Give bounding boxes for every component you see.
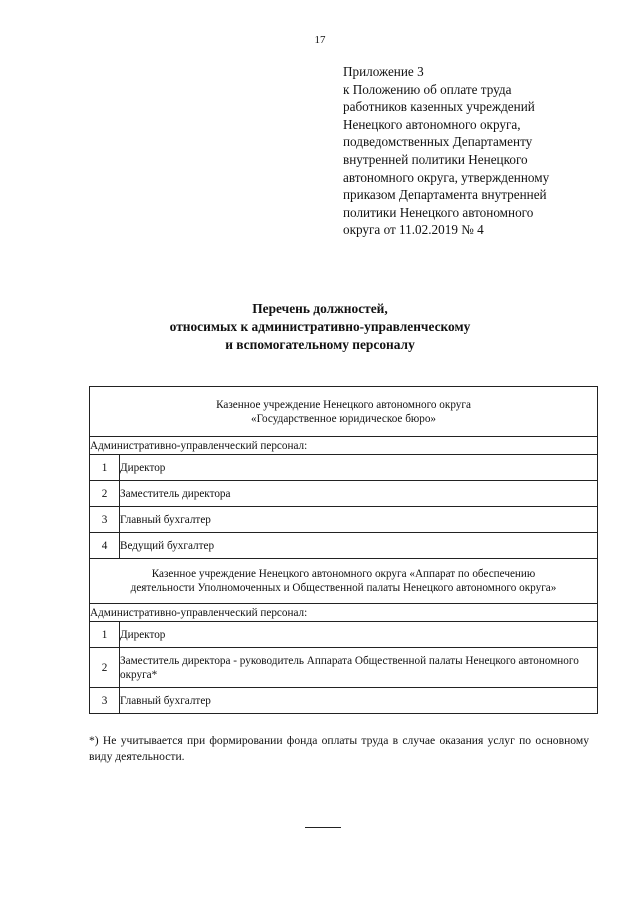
category-label: Административно-управленческий персонал: [90, 604, 598, 622]
positions-table [89, 386, 598, 714]
appendix-line: Ненецкого автономного округа, [343, 116, 521, 132]
appendix-header [343, 63, 613, 239]
institution-name-line: Казенное учреждение Ненецкого автономного округа «Аппарат по обеспечению [151, 568, 536, 580]
title-line: Перечень должностей, [252, 301, 388, 316]
appendix-line: приказом Департамента внутренней [343, 187, 547, 203]
institution-name-line: «Государственное юридическое бюро» [250, 412, 437, 425]
position-number: 1 [90, 622, 120, 648]
table-row [90, 648, 598, 688]
position-title: Директор [120, 455, 598, 481]
title-line: относимых к административно-управленческому [169, 319, 471, 334]
category-label: Административно-управленческий персонал: [90, 437, 598, 455]
appendix-line: автономного округа, утвержденному [343, 169, 550, 185]
institution-name-line: деятельности Уполномоченных и Общественной палаты Ненецкого автономного округа» [130, 582, 557, 594]
position-title: Директор [120, 622, 598, 648]
appendix-line: работников казенных учреждений [343, 99, 535, 115]
footnote: *) Не учитывается при формировании фонда оплаты труда в случае оказания услуг по основному виду деятельности. [89, 734, 589, 763]
position-title: Ведущий бухгалтер [120, 533, 598, 559]
appendix-line: округа от 11.02.2019 № 4 [343, 222, 484, 238]
position-title: Главный бухгалтер [120, 507, 598, 533]
position-title: Заместитель директора [120, 481, 598, 507]
end-rule [305, 827, 341, 828]
table-row [90, 533, 598, 559]
table-row [90, 507, 598, 533]
institution-row [90, 387, 598, 437]
institution-row [90, 559, 598, 604]
category-row [90, 604, 598, 622]
position-number: 2 [90, 481, 120, 507]
position-number: 4 [90, 533, 120, 559]
page-number: 17 [314, 34, 326, 46]
category-row [90, 437, 598, 455]
title-line: и вспомогательному персоналу [225, 337, 415, 352]
appendix-line: Приложение 3 [343, 64, 424, 79]
appendix-line: к Положению об оплате труда [343, 81, 512, 97]
institution-name-line: Казенное учреждение Ненецкого автономного округа [216, 398, 471, 411]
table-row [90, 622, 598, 648]
table-row [90, 688, 598, 714]
institution-name [90, 387, 598, 437]
position-number: 3 [90, 688, 120, 714]
position-title: Заместитель директора - руководитель Аппарата Общественной палаты Ненецкого автономного округа* [120, 648, 598, 688]
table-row [90, 481, 598, 507]
document-title [0, 300, 640, 354]
institution-name [90, 559, 598, 604]
position-number: 3 [90, 507, 120, 533]
appendix-line: подведомственных Департаменту [343, 134, 533, 150]
appendix-line: политики Ненецкого автономного [343, 204, 534, 220]
position-number: 1 [90, 455, 120, 481]
position-title: Главный бухгалтер [120, 688, 598, 714]
position-number: 2 [90, 648, 120, 688]
appendix-line: внутренней политики Ненецкого [343, 151, 528, 167]
table-row [90, 455, 598, 481]
